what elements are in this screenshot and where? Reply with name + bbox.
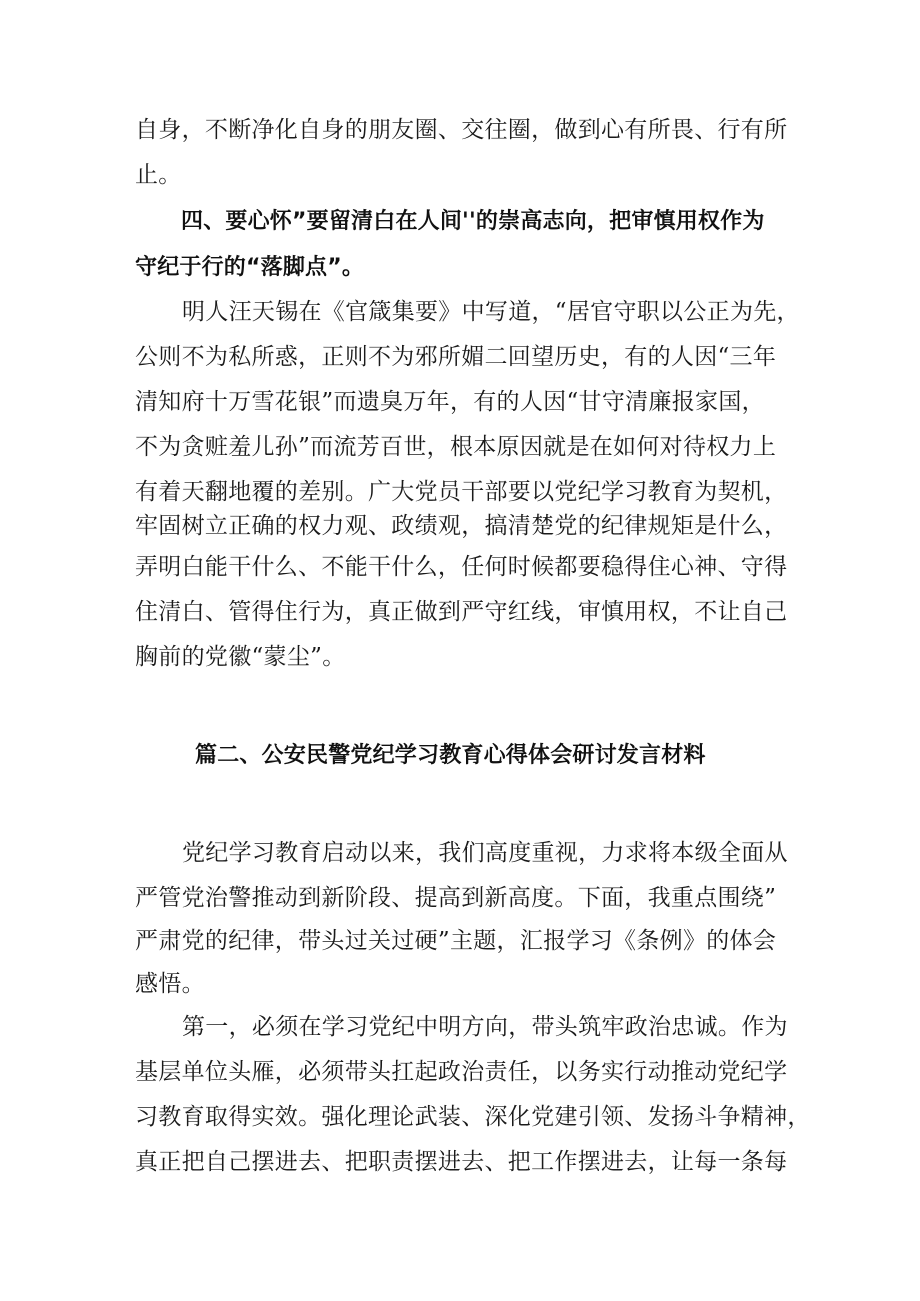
body-text-line: 胸前的党徽“蒙尘”。	[135, 644, 346, 670]
body-text-line: 第一，必须在学习党纪中明方向，带头筑牢政治忠诚。作为	[182, 1014, 788, 1040]
body-text-line: 清知府十万雪花银”而遗臭万年，有的人因“甘守清廉报家国，	[135, 389, 765, 415]
body-text-line: 不为贪赃羞儿孙”而流芳百世，根本原因就是在如何对待权力上	[135, 434, 777, 460]
body-text-line: 住清白、管得住行为，真正做到严守红线，审慎用权，不让自己	[135, 599, 788, 625]
body-text-line: 真正把自己摆进去、把职责摆进去、把工作摆进去，让每一条每	[135, 1149, 788, 1175]
body-text-line: 牢固树立正确的权力观、政绩观，搞清楚党的纪律规矩是什么，	[135, 513, 788, 539]
body-text-line: 感悟。	[135, 971, 205, 997]
body-text-line: 弄明白能干什么、不能干什么，任何时候都要稳得住心神、守得	[135, 554, 788, 580]
section-title: 篇二、公安民警党纪学习教育心得体会研讨发言材料	[195, 743, 706, 768]
body-text-line: 自身，不断净化自身的朋友圈、交往圈，做到心有所畏、行有所	[135, 117, 788, 143]
section-heading: 守纪于行的“落脚点”。	[135, 255, 365, 280]
section-heading: 四、要心怀”要留清白在人间''的崇高志向，把审慎用权作为	[181, 209, 765, 234]
body-text-line: 严肃党的纪律，带头过关过硬”主题，汇报学习《条例》的体会	[135, 928, 777, 954]
body-text-line: 党纪学习教育启动以来，我们高度重视，力求将本级全面从	[182, 840, 788, 866]
body-text-line: 公则不为私所惑，正则不为邪所媚二回望历史，有的人因“三年	[135, 344, 777, 370]
body-text-line: 有着天翻地覆的差别。广大党员干部要以党纪学习教育为契机，	[135, 479, 788, 505]
body-text-line: 明人汪天锡在《官箴集要》中写道，“居官守职以公正为先，	[182, 299, 800, 325]
body-text-line: 止。	[135, 162, 182, 188]
body-text-line: 习教育取得实效。强化理论武装、深化党建引领、发扬斗争精神，	[135, 1104, 811, 1130]
body-text-line: 严管党治警推动到新阶段、提高到新高度。下面，我重点围绕”	[135, 885, 777, 911]
body-text-line: 基层单位头雁，必须带头扛起政治责任，以务实行动推动党纪学	[135, 1059, 788, 1085]
